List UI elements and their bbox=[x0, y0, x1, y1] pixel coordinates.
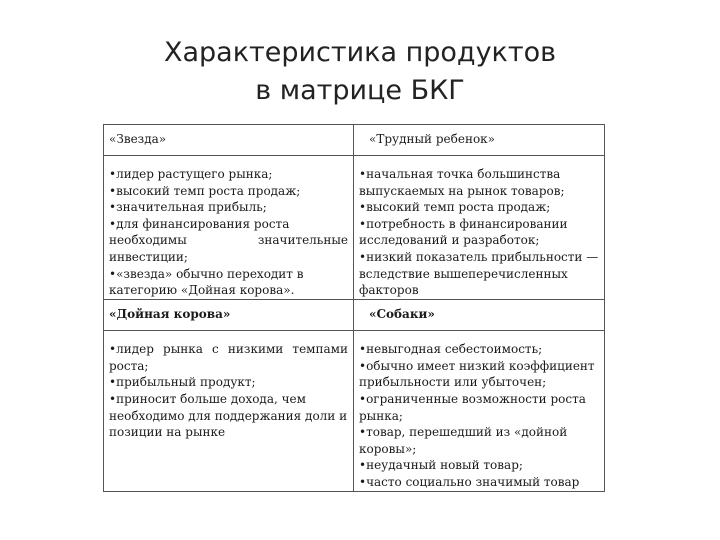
star-line: •высокий темп роста продаж; bbox=[109, 183, 301, 198]
cash-cow-description-cell bbox=[104, 331, 354, 492]
star-line: •значительная прибыль; bbox=[109, 200, 267, 215]
star-line: •«звезда» обычно переходит в bbox=[109, 266, 304, 281]
slide-title-line-2: в матрице БКГ bbox=[255, 75, 465, 106]
dog-title: «Собаки» bbox=[369, 307, 435, 322]
star-line: •для финансирования роста bbox=[109, 216, 290, 231]
dog-line: рынка; bbox=[359, 408, 403, 423]
star-header-cell bbox=[104, 125, 354, 156]
problem-child-line: исследований и разработок; bbox=[359, 233, 540, 248]
dog-description-cell bbox=[354, 331, 605, 492]
slide-title-line-1: Характеристика продуктов bbox=[163, 37, 557, 68]
problem-child-title: «Трудный ребенок» bbox=[369, 132, 496, 146]
star-description-cell bbox=[104, 156, 354, 300]
dog-line: •часто социально значимый товар bbox=[359, 474, 580, 489]
cash-cow-header-cell bbox=[104, 300, 354, 331]
problem-child-header-cell bbox=[354, 125, 605, 156]
dog-line: коровы»; bbox=[359, 441, 417, 456]
cash-cow-line: •приносит больше дохода, чем bbox=[109, 391, 306, 406]
star-line: необходимы значительные инвестиции; bbox=[109, 233, 348, 264]
problem-child-description-cell bbox=[354, 156, 605, 300]
dog-line: •товар, перешедший из «дойной bbox=[359, 425, 568, 440]
problem-child-line: •низкий показатель прибыльности — bbox=[359, 249, 599, 264]
dog-header-cell bbox=[354, 300, 605, 331]
cash-cow-line: позиции на рынке bbox=[109, 425, 226, 440]
cash-cow-line: необходимо для поддержания доли и bbox=[109, 408, 348, 423]
dog-line: •неудачный новый товар; bbox=[359, 458, 523, 473]
dog-line: прибыльности или убыточен; bbox=[359, 375, 547, 390]
cash-cow-line: •прибыльный продукт; bbox=[109, 375, 256, 390]
slide-title bbox=[0, 34, 720, 110]
problem-child-line: •начальная точка большинства bbox=[359, 167, 561, 181]
problem-child-line: вследствие вышеперечисленных bbox=[359, 266, 568, 281]
star-line: •лидер растущего рынка; bbox=[109, 167, 273, 181]
problem-child-line: •потребность в финансировании bbox=[359, 216, 568, 231]
problem-child-line: •высокий темп роста продаж; bbox=[359, 200, 551, 215]
dog-line: •невыгодная себестоимость; bbox=[359, 342, 543, 357]
dog-line: •ограниченные возможности роста bbox=[359, 391, 586, 406]
star-line: категорию «Дойная корова». bbox=[109, 283, 295, 298]
problem-child-line: выпускаемых на рынок товаров; bbox=[359, 183, 565, 198]
problem-child-line: факторов bbox=[359, 283, 419, 298]
cash-cow-title: «Дойная корова» bbox=[109, 307, 231, 322]
bcg-matrix-table bbox=[103, 124, 605, 492]
star-title: «Звезда» bbox=[109, 132, 167, 146]
cash-cow-line: •лидер рынка с низкими темпами роста; bbox=[109, 342, 348, 373]
dog-line: •обычно имеет низкий коэффициент bbox=[359, 358, 595, 373]
